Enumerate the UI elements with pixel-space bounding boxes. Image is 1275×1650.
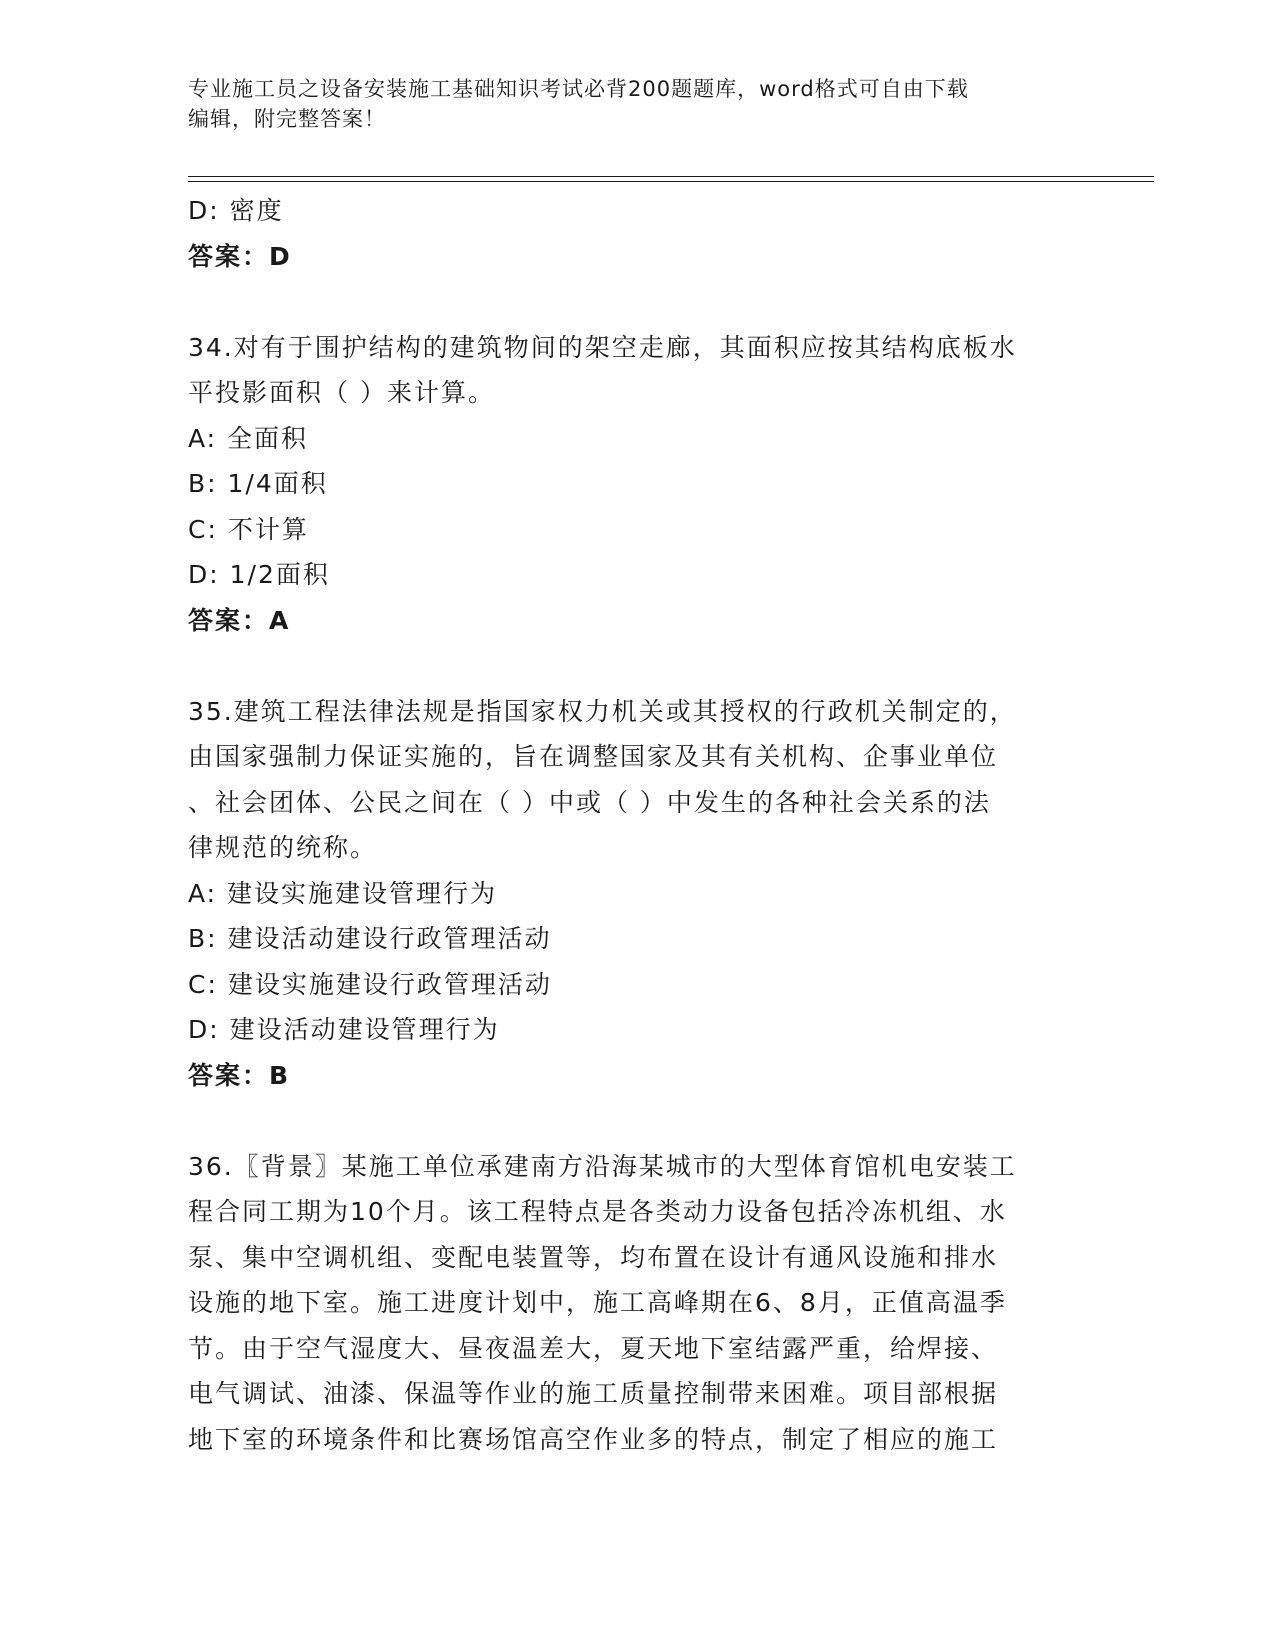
question-34 [188,325,1088,644]
q36-stem-line: 泵、集中空调机组、变配电装置等，均布置在设计有通风设施和排水 [188,1242,999,1272]
spacer [188,1098,1088,1144]
spacer [188,643,1088,689]
q35-stem-line: 35.建筑工程法律法规是指国家权力机关或其授权的行政机关制定的， [188,696,1017,726]
q35-option-b: B: 建设活动建设行政管理活动 [188,924,552,953]
header-title-line-2: 编辑，附完整答案！ [188,107,386,131]
q35-stem-line: 、社会团体、公民之间在（ ）中或（ ）中发生的各种社会关系的法 [188,787,991,817]
q36-stem-line: 地下室的环境条件和比赛场馆高空作业多的特点，制定了相应的施工 [188,1424,999,1454]
q36-stem-line: 设施的地下室。施工进度计划中，施工高峰期在6、8月，正值高温季 [188,1288,1007,1317]
q34-stem-line: 平投影面积（ ）来计算。 [188,378,495,407]
q35-answer: 答案：B [188,1060,291,1090]
header-title-line-1: 专业施工员之设备安装施工基础知识考试必背200题题库，word格式可自由下载 [188,77,969,101]
question-36 [188,1144,1088,1463]
q35-stem-line: 律规范的统称。 [188,833,378,862]
q36-stem-line: 电气调试、油漆、保温等作业的施工质量控制带来困难。项目部根据 [188,1379,999,1408]
document-header [188,74,1088,134]
q36-stem-line: 36.〖背景〗某施工单位承建南方沿海某城市的大型体育馆机电安装工 [188,1151,1017,1181]
q34-option-b: B: 1/4面积 [188,469,328,498]
q35-option-d: D: 建设活动建设管理行为 [188,1015,500,1044]
q34-answer: 答案：A [188,605,291,635]
header-divider [188,176,1154,182]
q36-stem-line: 节。由于空气湿度大、昼夜温差大，夏天地下室结露严重，给焊接、 [188,1333,999,1363]
q34-option-c: C: 不计算 [188,514,309,544]
q35-option-a: A: 建设实施建设管理行为 [188,878,498,908]
q33-option-d: D: 密度 [188,196,284,225]
q35-stem-line: 由国家强制力保证实施的，旨在调整国家及其有关机构、企事业单位 [188,742,999,771]
q36-stem-line: 程合同工期为10个月。该工程特点是各类动力设备包括冷冻机组、水 [188,1197,1007,1226]
q35-option-c: C: 建设实施建设行政管理活动 [188,969,552,999]
q34-option-a: A: 全面积 [188,423,309,453]
q33-answer: 答案：D [188,241,292,271]
spacer [188,279,1088,325]
question-35 [188,689,1088,1099]
question-content [188,188,1088,1462]
q34-option-d: D: 1/2面积 [188,560,330,589]
q34-stem-line: 34.对有于围护结构的建筑物间的架空走廊，其面积应按其结构底板水 [188,332,1017,362]
